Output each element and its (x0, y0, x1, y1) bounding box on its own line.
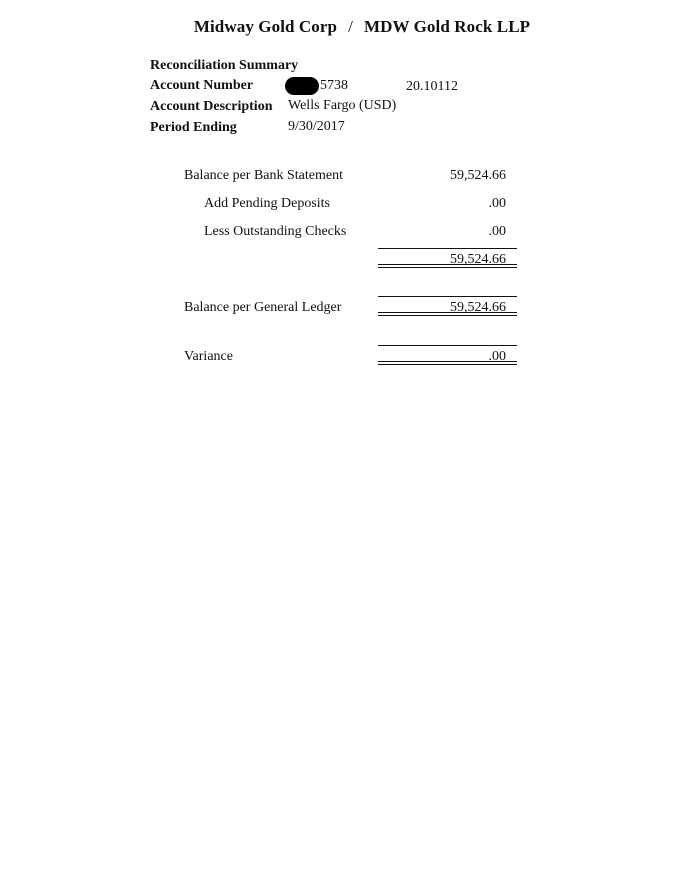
outstanding-checks-label: Less Outstanding Checks (204, 224, 347, 239)
gl-account-code: 20.10112 (406, 79, 458, 94)
gl-top-rule (378, 296, 517, 297)
pending-deposits-label: Add Pending Deposits (204, 196, 330, 211)
period-ending-value: 9/30/2017 (288, 119, 345, 134)
bank-balance-amount: 59,524.66 (450, 168, 506, 183)
gl-double-rule (378, 312, 517, 316)
report-title (0, 17, 678, 37)
outstanding-checks-amount: .00 (488, 224, 506, 239)
variance-top-rule (378, 345, 517, 346)
title-separator: / (348, 17, 353, 36)
gl-balance-amount: 59,524.66 (450, 300, 506, 315)
section-title: Reconciliation Summary (150, 58, 299, 73)
company-name: Midway Gold Corp (193, 17, 338, 36)
redaction-mark (285, 77, 319, 95)
subtotal-rule (378, 248, 517, 249)
variance-amount: .00 (488, 349, 506, 364)
account-description-label: Account Description (150, 99, 273, 114)
account-description-value: Wells Fargo (USD) (288, 98, 397, 113)
bank-balance-label: Balance per Bank Statement (184, 168, 343, 183)
gl-balance-label: Balance per General Ledger (184, 300, 342, 315)
variance-label: Variance (184, 349, 233, 364)
adjusted-bank-balance-amount: 59,524.66 (450, 252, 506, 267)
subtotal-double-rule (378, 264, 517, 268)
period-ending-label: Period Ending (150, 120, 237, 135)
variance-double-rule (378, 361, 517, 365)
account-number-value: 5738 (320, 78, 348, 93)
account-number-label: Account Number (150, 78, 254, 93)
entity-name: MDW Gold Rock LLP (363, 17, 531, 36)
pending-deposits-amount: .00 (488, 196, 506, 211)
